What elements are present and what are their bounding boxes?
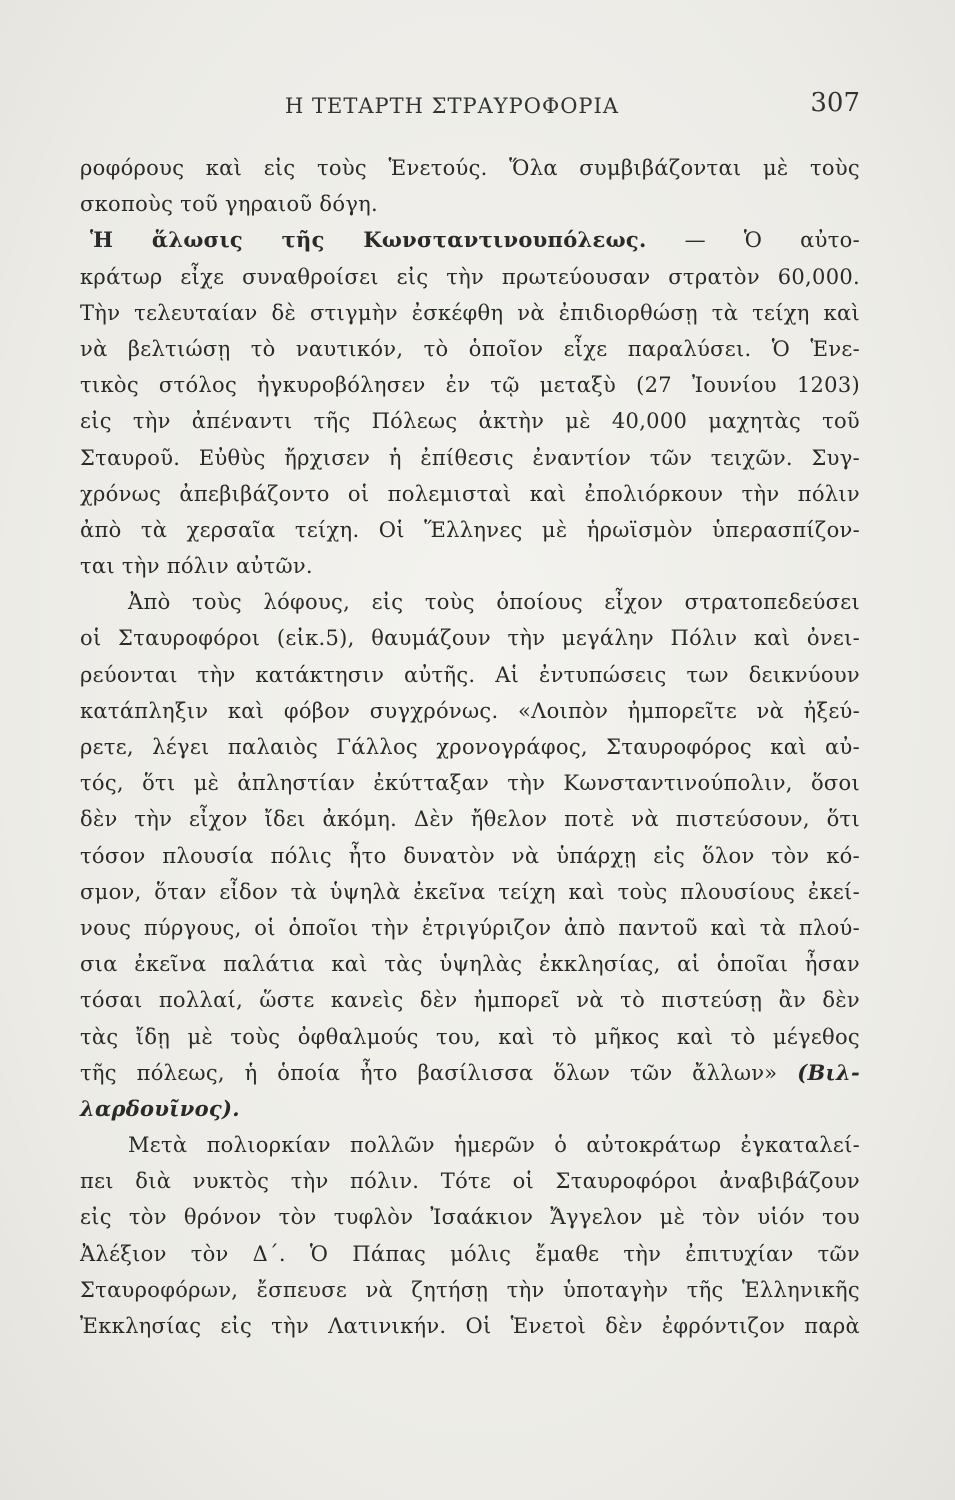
text-line [80, 765, 860, 801]
line-text: ρεύονται τὴν κατάκτησιν αὐτῆς. Αἱ ἐντυπώσεις των δεικνύουν [80, 662, 860, 687]
text-line [80, 657, 860, 693]
line-text: ροφόρους καὶ εἰς τοὺς Ἑνετούς. Ὅλα συμβιβάζονται μὲ τοὺς [80, 156, 860, 180]
line-text: Σταυροφόρων, ἔσπευσε νὰ ζητήσῃ τὴν ὑποταγὴν τῆς Ἑλληνικῆς [80, 1277, 860, 1302]
line-text: Ἀπὸ τοὺς λόφους, εἰς τοὺς ὁποίους εἶχον στρατοπεδεύσει [128, 590, 860, 615]
text-line [80, 186, 860, 222]
text-line [80, 331, 860, 367]
line-text: τός, ὅτι μὲ ἀπληστίαν ἐκύτταξαν τὴν Κωνσταντινούπολιν, ὅσοι [80, 771, 860, 796]
text-line [80, 1019, 860, 1055]
text-line [80, 620, 860, 656]
body-text [80, 150, 860, 1344]
line-text: — Ὁ αὐτο- [684, 228, 860, 253]
line-text: χρόνως ἀπεβιβάζοντο οἱ πολεμισταὶ καὶ ἐπολιόρκουν τὴν πόλιν [80, 481, 860, 506]
text-line [80, 801, 860, 837]
text-line [80, 910, 860, 946]
text-line [80, 403, 860, 439]
citation-author: (Βιλ- [797, 1059, 861, 1085]
line-text: Ἐκκλησίας εἰς τὴν Λατινικήν. Οἱ Ἑνετοὶ δὲν ἐφρόντιζον παρὰ [80, 1314, 860, 1338]
line-text: τὰς ἴδῃ μὲ τοὺς ὀφθαλμούς του, καὶ τὸ μῆκος καὶ τὸ μέγεθος [80, 1024, 860, 1049]
text-line [80, 367, 860, 403]
text-line [80, 729, 860, 765]
line-text: ρετε, λέγει παλαιὸς Γάλλος χρονογράφος, Σταυροφόρος καὶ αὐ- [80, 735, 860, 759]
section-heading: Ἡ ἅλωσις τῆς Κωνσταντινουπόλεως. [90, 227, 647, 253]
line-text: κατάπληξιν καὶ φόβον συγχρόνως. «Λοιπὸν ἠμπορεῖτε νὰ ἠξεύ- [80, 698, 860, 723]
text-line [80, 584, 860, 620]
line-text: σκοποὺς τοῦ γηραιοῦ δόγη. [80, 192, 379, 217]
line-text: νὰ βελτιώσῃ τὸ ναυτικόν, τὸ ὁποῖον εἶχε παραλύσει. Ὁ Ἑνε- [80, 336, 860, 361]
text-line [80, 874, 860, 910]
line-text: εἰς τὴν ἀπέναντι τῆς Πόλεως ἀκτὴν μὲ 40,000 μαχητὰς τοῦ [80, 409, 860, 434]
line-text: ἀπὸ τὰ χερσαῖα τείχη. Οἱ Ἕλληνες μὲ ἡρωϊσμὸν ὑπερασπίζον- [80, 517, 860, 542]
line-text: σια ἐκεῖνα παλάτια καὶ τὰς ὑψηλὰς ἐκκλησίας, αἱ ὁποῖαι ἦσαν [80, 952, 860, 977]
text-line [80, 946, 860, 982]
text-line [80, 548, 860, 584]
page-number: 307 [810, 88, 860, 118]
text-line [80, 476, 860, 512]
line-text: δὲν τὴν εἶχον ἴδει ἀκόμη. Δὲν ἤθελον ποτὲ νὰ πιστεύσουν, ὅτι [80, 807, 860, 832]
text-line [80, 512, 860, 548]
text-line [80, 1272, 860, 1308]
line-text: ται τὴν πόλιν αὐτῶν. [80, 554, 313, 579]
line-text: πει διὰ νυκτὸς τὴν πόλιν. Τότε οἱ Σταυροφόροι ἀναβιβάζουν [80, 1169, 860, 1194]
text-line [80, 1236, 860, 1272]
line-text: εἰς τὸν θρόνον τὸν τυφλὸν Ἰσαάκιον Ἄγγελον μὲ τὸν υἱόν του [80, 1205, 860, 1230]
line-text: τόσον πλουσία πόλις ἦτο δυνατὸν νὰ ὑπάρχῃ εἰς ὅλον τὸν κό- [80, 843, 860, 868]
line-text: τῆς πόλεως, ἡ ὁποία ἦτο βασίλισσα ὅλων τῶν ἄλλων» [80, 1060, 778, 1085]
line-text: κράτωρ εἶχε συναθροίσει εἰς τὴν πρωτεύουσαν στρατὸν 60,000. [80, 264, 860, 289]
line-text: Μετὰ πολιορκίαν πολλῶν ἡμερῶν ὁ αὐτοκράτωρ ἐγκαταλεί- [128, 1133, 860, 1158]
text-line [80, 693, 860, 729]
running-head: Η ΤΕΤΑΡΤΗ ΣΤΡΑΥΡΟΦΟΡΙΑ [285, 94, 620, 118]
page-header [80, 88, 860, 124]
text-line [80, 150, 860, 186]
line-text: οἱ Σταυροφόροι (εἰκ.5), θαυμάζουν τὴν μεγάλην Πόλιν καὶ ὀνει- [80, 626, 860, 651]
text-line [80, 982, 860, 1018]
line-text: Ἀλέξιον τὸν Δ΄. Ὁ Πάπας μόλις ἔμαθε τὴν ἐπιτυχίαν τῶν [80, 1241, 860, 1266]
text-line [80, 838, 860, 874]
line-text: Τὴν τελευταίαν δὲ στιγμὴν ἐσκέφθη νὰ ἐπιδιορθώσῃ τὰ τείχη καὶ [80, 300, 860, 325]
text-line [80, 1091, 860, 1127]
line-text: τόσαι πολλαί, ὥστε κανεὶς δὲν ἠμπορεῖ νὰ τὸ πιστεύσῃ ἂν δὲν [80, 988, 860, 1013]
text-line [80, 295, 860, 331]
line-text: Σταυροῦ. Εὐθὺς ἤρχισεν ἡ ἐπίθεσις ἐναντίον τῶν τειχῶν. Συγ- [80, 445, 860, 470]
line-text: νους πύργους, οἱ ὁποῖοι τὴν ἐτριγύριζον ἀπὸ παντοῦ καὶ τὰ πλού- [80, 915, 860, 940]
line-text: σμον, ὅταν εἶδον τὰ ὑψηλὰ ἐκεῖνα τείχη καὶ τοὺς πλουσίους ἐκεί- [80, 879, 860, 904]
text-line [80, 1055, 860, 1091]
text-line [80, 1163, 860, 1199]
text-line [80, 259, 860, 295]
line-text: τικὸς στόλος ἠγκυροβόλησεν ἐν τῷ μεταξὺ (27 Ἰουνίου 1203) [80, 373, 860, 398]
text-line [80, 1308, 860, 1344]
text-line [80, 222, 860, 258]
text-line [80, 1199, 860, 1235]
text-line [80, 1127, 860, 1163]
text-line [80, 440, 860, 476]
citation-author: λαρδουῖνος). [80, 1095, 240, 1121]
